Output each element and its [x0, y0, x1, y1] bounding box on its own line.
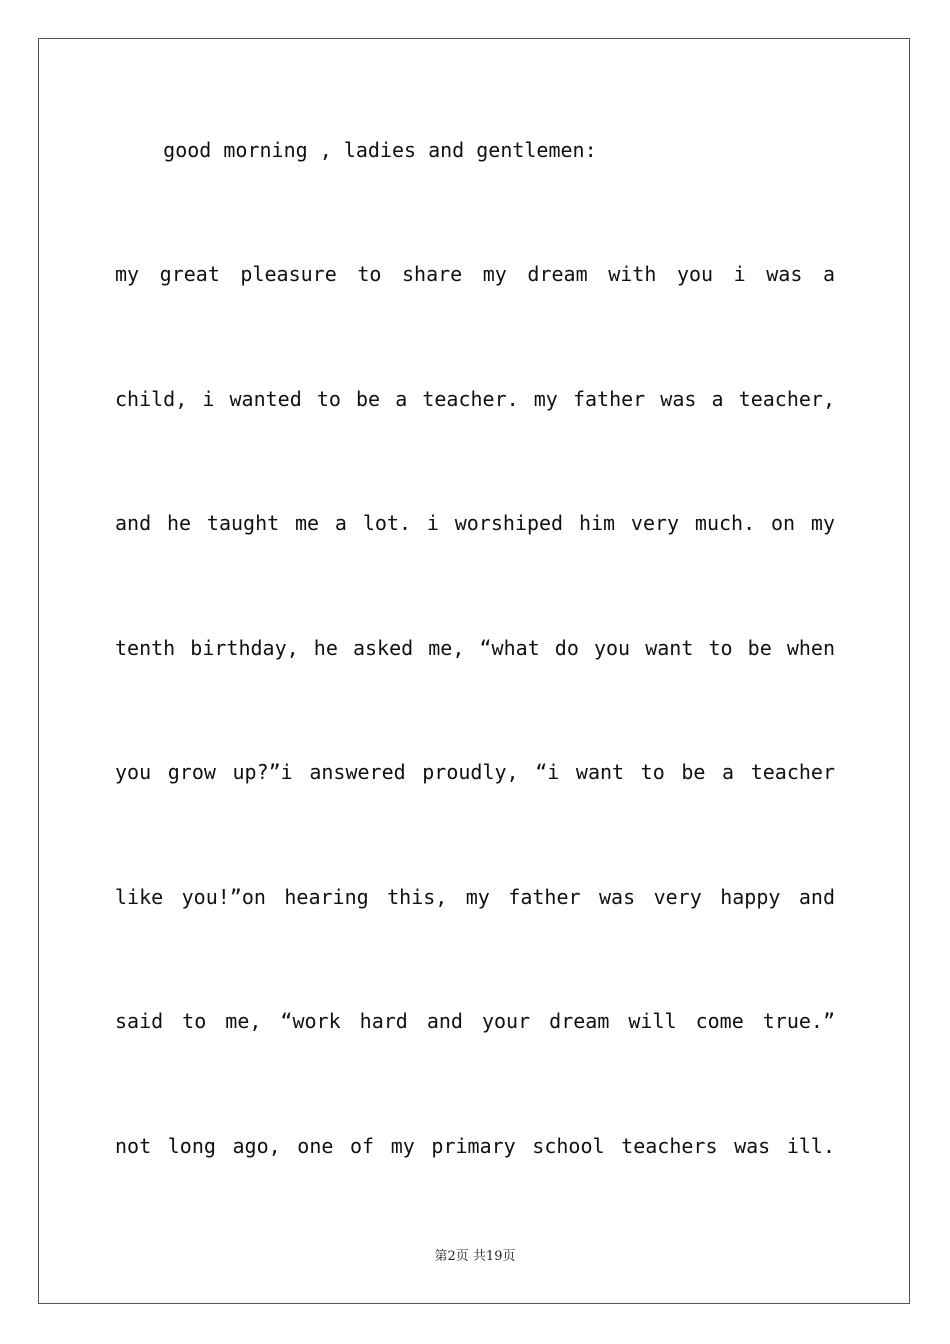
text-line-7: like you!”on hearing this, my father was very happy and	[115, 885, 835, 909]
page-number-footer: 第2页 共19页	[434, 1249, 516, 1264]
text-line-5: tenth birthday, he asked me, “what do you want to be when	[115, 636, 835, 660]
page-frame	[38, 38, 910, 1304]
text-line-2: my great pleasure to share my dream with you i was a	[115, 262, 835, 286]
text-line-4: and he taught me a lot. i worshiped him very much. on my	[115, 511, 835, 535]
text-line-8: said to me, “work hard and your dream will come true.”	[115, 1009, 835, 1033]
text-line-3: child, i wanted to be a teacher. my father was a teacher,	[115, 387, 835, 411]
text-line-6: you grow up?”i answered proudly, “i want to be a teacher	[115, 760, 835, 784]
text-line-9: not long ago, one of my primary school teachers was ill.	[115, 1134, 835, 1158]
text-line-1: good morning , ladies and gentlemen:	[115, 138, 597, 162]
